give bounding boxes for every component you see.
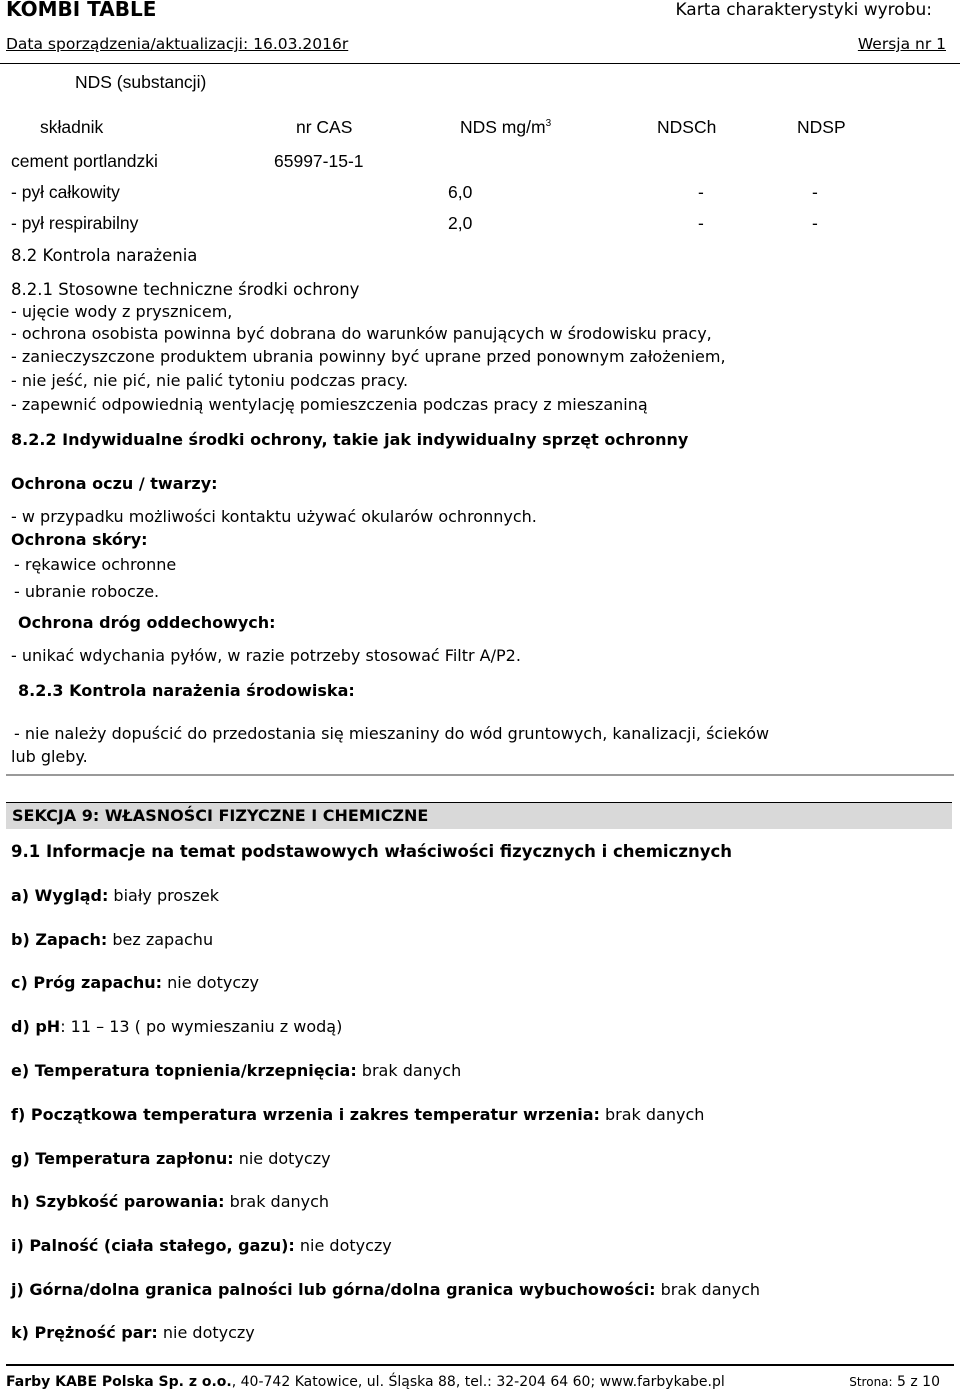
section-8-2-3-title: 8.2.3 Kontrola narażenia środowiska: [18,681,355,700]
property-value: nie dotyczy [233,1149,331,1168]
version-label: Wersja nr 1 [857,35,946,53]
section-8-2-2-title: 8.2.2 Indywidualne środki ochrony, takie jak indywidualny sprzęt ochronny [11,430,689,449]
list-item: - ujęcie wody z prysznicem, [11,302,233,321]
page-number: Strona: 5 z 10 [849,1374,940,1390]
property-label: i) Palność (ciała stałego, gazu): [11,1236,295,1255]
list-item: - zapewnić odpowiednią wentylację pomieszczenia podczas pracy z mieszaniną [11,395,648,414]
col-header-cas: nr CAS [296,117,353,137]
table-row-ndsp: - [812,213,818,233]
footer-company: Farby KABE Polska Sp. z o.o., 40-742 Katowice, ul. Śląska 88, tel.: 32-204 64 60; www.farbykabe.pl [6,1374,725,1390]
property-row [11,1105,704,1124]
section-8-2-title: 8.2 Kontrola narażenia [11,246,198,265]
property-row [11,1280,760,1299]
list-item: - zanieczyszczone produktem ubrania powinny być uprane przed ponownym założeniem, [11,347,726,366]
list-item: - nie jeść, nie pić, nie palić tytoniu podczas pracy. [11,371,409,390]
table-row-ndsp: - [812,182,818,202]
section-divider [6,774,954,776]
section-9-1-title: 9.1 Informacje na temat podstawowych właściwości fizycznych i chemicznych [11,842,732,861]
list-item: - ochrona osobista powinna być dobrana do warunków panujących w środowisku pracy, [11,324,712,343]
property-value: brak danych [655,1280,761,1299]
property-row [11,973,259,992]
property-row [11,1061,461,1080]
col-header-ndsch: NDSCh [657,117,717,137]
document-title: KOMBI TABLE [6,0,157,21]
property-row [11,930,213,949]
eye-protection-title: Ochrona oczu / twarzy: [11,474,218,493]
property-label: h) Szybkość parowania: [11,1192,225,1211]
property-value: nie dotyczy [294,1236,392,1255]
property-value: brak danych [224,1192,330,1211]
table-row-ndsch: - [698,213,704,233]
environment-text-line1: - nie należy dopuścić do przedostania się mieszaniny do wód gruntowych, kanalizacji, ścieków [14,724,770,743]
property-value: : 11 – 13 ( po wymieszaniu z wodą) [60,1017,343,1036]
table-row-cas: 65997-15-1 [274,151,364,171]
property-row [11,886,219,905]
property-label: d) pH [11,1017,61,1036]
section-9-title: SEKCJA 9: WŁASNOŚCI FIZYCZNE I CHEMICZNE [12,806,429,825]
property-value: nie dotyczy [162,973,259,992]
property-label: a) Wygląd: [11,886,109,905]
col-header-component: składnik [40,117,104,137]
property-value: brak danych [356,1061,462,1080]
header-divider [0,63,960,64]
property-value: bez zapachu [107,930,214,949]
revision-date: Data sporządzenia/aktualizacji: 16.03.2016r [6,35,349,53]
property-label: j) Górna/dolna granica palności lub górna/dolna granica wybuchowości: [11,1280,656,1299]
skin-protection-title: Ochrona skóry: [11,530,148,549]
property-row [11,1017,342,1036]
table-row-name: - pył całkowity [11,182,120,202]
property-label: c) Próg zapachu: [11,973,163,992]
property-row [11,1192,329,1211]
property-row [11,1323,255,1342]
table-row-nds: 6,0 [448,182,473,202]
section-8-2-1-title: 8.2.1 Stosowne techniczne środki ochrony [11,280,360,299]
col-header-ndsp: NDSP [797,117,846,137]
respiratory-protection-text: - unikać wdychania pyłów, w razie potrzeby stosować Filtr A/P2. [11,646,521,665]
property-row [11,1149,331,1168]
property-value: biały proszek [108,886,219,905]
property-value: brak danych [599,1105,705,1124]
nds-heading: NDS (substancji) [75,72,207,92]
property-label: g) Temperatura zapłonu: [11,1149,234,1168]
footer-divider [6,1364,954,1366]
table-row-nds: 2,0 [448,213,473,233]
eye-protection-text: - w przypadku możliwości kontaktu używać okularów ochronnych. [11,507,537,526]
skin-protection-line: - ubranie robocze. [14,582,160,601]
property-label: k) Prężność par: [11,1323,158,1342]
property-value: nie dotyczy [157,1323,255,1342]
col-header-nds: NDS $mg/m^3$ [460,117,552,137]
table-row-name: - pył respirabilny [11,213,139,233]
property-row [11,1236,392,1255]
property-label: b) Zapach: [11,930,108,949]
document-type: Karta charakterystyki wyrobu: [675,0,932,20]
property-label: e) Temperatura topnienia/krzepnięcia: [11,1061,357,1080]
property-label: f) Początkowa temperatura wrzenia i zakres temperatur wrzenia: [11,1105,600,1124]
table-row-name: cement portlandzki [11,151,158,171]
table-row-ndsch: - [698,182,704,202]
environment-text-line2: lub gleby. [11,747,88,766]
respiratory-protection-title: Ochrona dróg oddechowych: [18,613,276,632]
skin-protection-line: - rękawice ochronne [14,555,177,574]
